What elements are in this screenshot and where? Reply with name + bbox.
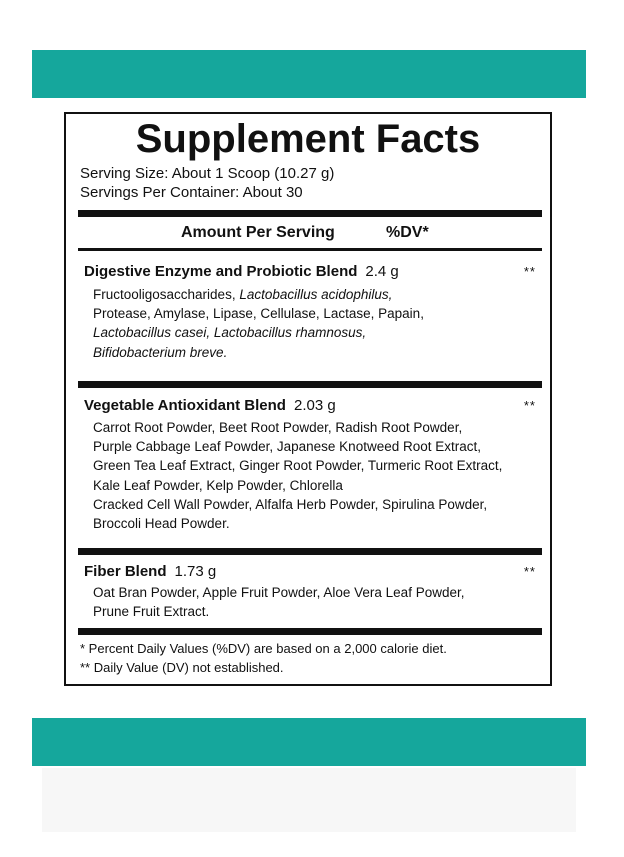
blend-title — [84, 262, 399, 281]
ingredient-line — [93, 456, 533, 475]
blend-ingredients — [93, 583, 533, 621]
supplement-facts-panel — [64, 112, 552, 686]
ingredient-text: Oat Bran Powder, Apple Fruit Powder, Aloe Vera Leaf Powder, — [93, 585, 465, 600]
blend-ingredients — [93, 418, 533, 533]
blend-amount: 1.73 g — [174, 563, 217, 580]
footnote-percent-dv: * Percent Daily Values (%DV) are based on a 2,000 calorie diet. — [80, 641, 447, 656]
blend-title — [84, 562, 216, 581]
bottom-color-band — [32, 718, 586, 766]
ingredient-text: Broccoli Head Powder. — [93, 516, 230, 532]
servings-per-container: Servings Per Container: About 30 — [80, 184, 303, 201]
ingredient-line — [93, 343, 533, 362]
blend-dv: ** — [523, 264, 536, 279]
ingredient-line — [93, 285, 533, 304]
divider-thick — [78, 381, 542, 388]
ingredient-text-italic: Lactobacillus acidophilus, — [239, 287, 393, 302]
blend-name: Vegetable Antioxidant Blend — [84, 397, 286, 414]
ingredient-text: Kale Leaf Powder, Kelp Powder, Chlorella — [93, 477, 343, 493]
ingredient-line — [93, 323, 533, 342]
footnote-dv-not-established: ** Daily Value (DV) not established. — [80, 660, 284, 675]
blend-title — [84, 396, 336, 415]
panel-title: Supplement Facts — [135, 117, 481, 161]
blend-amount: 2.03 g — [293, 397, 336, 414]
column-header-row — [78, 220, 542, 246]
blend-name: Digestive Enzyme and Probiotic Blend — [84, 263, 358, 280]
ingredient-line — [93, 437, 533, 456]
ingredient-text: Protease, Amylase, Lipase, Cellulase, Lactase, Papain, — [93, 306, 424, 322]
ingredient-text: Carrot Root Powder, Beet Root Powder, Radish Root Powder, — [93, 420, 463, 435]
serving-size: Serving Size: About 1 Scoop (10.27 g) — [80, 165, 335, 182]
ingredient-text-italic: Lactobacillus casei, Lactobacillus rhamnosus, — [93, 325, 367, 341]
divider-thick — [78, 548, 542, 555]
divider-thick — [78, 628, 542, 635]
ingredient-line — [93, 514, 533, 533]
ingredient-line — [93, 476, 533, 495]
blend-name: Fiber Blend — [84, 563, 167, 580]
top-color-band — [32, 50, 586, 98]
ingredient-text: Cracked Cell Wall Powder, Alfalfa Herb Powder, Spirulina Powder, — [93, 496, 488, 512]
bottom-shadow-strip — [42, 768, 576, 832]
divider-thick — [78, 210, 542, 217]
ingredient-line — [93, 418, 533, 437]
ingredient-line — [93, 495, 533, 514]
blend-ingredients — [93, 285, 533, 362]
ingredient-line — [93, 602, 533, 621]
blend-dv: ** — [523, 398, 536, 413]
ingredient-text: Prune Fruit Extract. — [93, 604, 210, 620]
divider-thin — [78, 248, 542, 251]
ingredient-line — [93, 583, 533, 602]
daily-value-header: %DV* — [386, 224, 429, 241]
ingredient-line — [93, 304, 533, 323]
ingredient-text: Purple Cabbage Leaf Powder, Japanese Knotweed Root Extract, — [93, 439, 481, 455]
ingredient-text-italic: Bifidobacterium breve. — [93, 344, 228, 360]
ingredient-text: Green Tea Leaf Extract, Ginger Root Powder, Turmeric Root Extract, — [93, 458, 503, 474]
amount-per-serving-header: Amount Per Serving — [181, 224, 335, 241]
blend-dv: ** — [523, 564, 536, 579]
ingredient-text: Fructooligosaccharides, — [93, 287, 240, 302]
blend-amount: 2.4 g — [365, 263, 399, 280]
